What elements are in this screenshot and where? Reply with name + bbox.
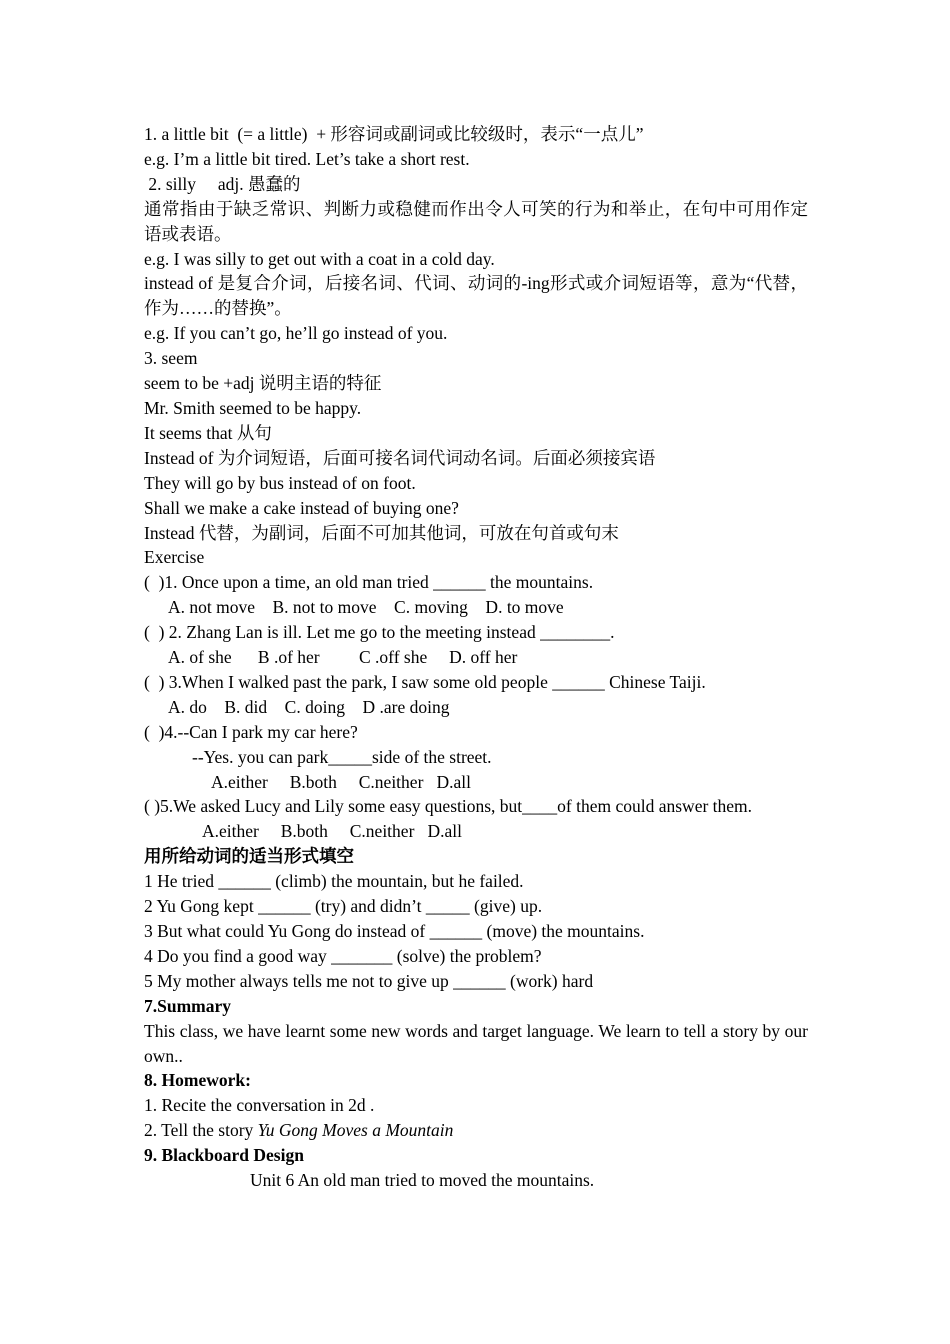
- homework-item-2-text: 2. Tell the story: [144, 1120, 258, 1141]
- note-line: 1. a little bit (= a little) + 形容词或副词或比较级时，表示“一点儿”: [144, 124, 644, 144]
- summary-text: This class, we have learnt some new words and target language. We learn to tell a story by our own..: [144, 1020, 808, 1066]
- note-line: seem to be +adj 说明主语的特征: [144, 373, 382, 394]
- note-line: 2. silly adj. 愚蠢的: [144, 173, 301, 194]
- fill-in-item: 2 Yu Gong kept ______ (try) and didn’t _____ (give) up.: [144, 896, 543, 917]
- note-line: Instead 代替，为副词，后面不可加其他词，可放在句首或句末: [144, 522, 619, 543]
- example-sentence: They will go by bus instead of on foot.: [144, 472, 416, 493]
- document-content: [144, 122, 808, 1193]
- exercise-title: Exercise: [144, 547, 205, 568]
- note-paragraph: 通常指由于缺乏常识、判断力或稳健而作出令人可笑的行为和举止，在句中可用作定语或表语。: [144, 198, 808, 244]
- question-4-options: A.either B.both C.neither D.all: [211, 771, 472, 792]
- homework-title: 8. Homework:: [144, 1070, 251, 1091]
- fill-in-item: 3 But what could Yu Gong do instead of ______ (move) the mountains.: [144, 921, 645, 941]
- question-2-options: A. of she B .of her C .off she D. off her: [168, 647, 518, 668]
- fill-in-title: 用所给动词的适当形式填空: [144, 846, 354, 867]
- fill-in-item: 1 He tried ______ (climb) the mountain, but he failed.: [144, 871, 524, 892]
- question-4-reply: --Yes. you can park_____side of the street.: [192, 746, 492, 767]
- example-sentence: e.g. If you can’t go, he’ll go instead of you.: [144, 323, 448, 344]
- question-5-options: A.either B.both C.neither D.all: [202, 821, 463, 842]
- blackboard-title: 9. Blackboard Design: [144, 1145, 304, 1166]
- question-1-options: A. not move B. not to move C. moving D. to move: [168, 597, 564, 618]
- question-1: ( )1. Once upon a time, an old man tried ______ the mountains.: [144, 572, 594, 593]
- note-paragraph: instead of 是复合介词，后接名词、代词、动词的-ing形式或介词短语等，意为“代替，作为……的替换”。: [144, 273, 808, 319]
- note-line: 3. seem: [144, 348, 198, 369]
- note-line: It seems that 从句: [144, 422, 272, 443]
- note-line: Instead of 为介词短语，后面可接名词代词动名词。后面必须接宾语: [144, 447, 656, 468]
- question-3: ( ) 3.When I walked past the park, I saw some old people ______ Chinese Taiji.: [144, 671, 706, 692]
- homework-item-2: [144, 1118, 808, 1143]
- question-3-options: A. do B. did C. doing D .are doing: [168, 696, 450, 717]
- blackboard-text: Unit 6 An old man tried to moved the mountains.: [250, 1170, 595, 1191]
- homework-item-1: 1. Recite the conversation in 2d .: [144, 1095, 375, 1116]
- story-title: Yu Gong Moves a Mountain: [257, 1120, 454, 1141]
- example-sentence: e.g. I was silly to get out with a coat in a cold day.: [144, 248, 495, 269]
- example-sentence: Shall we make a cake instead of buying one?: [144, 497, 459, 518]
- example-sentence: Mr. Smith seemed to be happy.: [144, 397, 362, 418]
- fill-in-item: 4 Do you find a good way _______ (solve) the problem?: [144, 945, 542, 966]
- fill-in-item: 5 My mother always tells me not to give up ______ (work) hard: [144, 970, 594, 991]
- question-2: ( ) 2. Zhang Lan is ill. Let me go to the meeting instead ________.: [144, 622, 615, 643]
- question-5: ( )5.We asked Lucy and Lily some easy questions, but____of them could answer them.: [144, 796, 753, 817]
- summary-title: 7.Summary: [144, 995, 232, 1016]
- question-4: ( )4.--Can I park my car here?: [144, 721, 358, 742]
- example-sentence: e.g. I’m a little bit tired. Let’s take a short rest.: [144, 148, 470, 169]
